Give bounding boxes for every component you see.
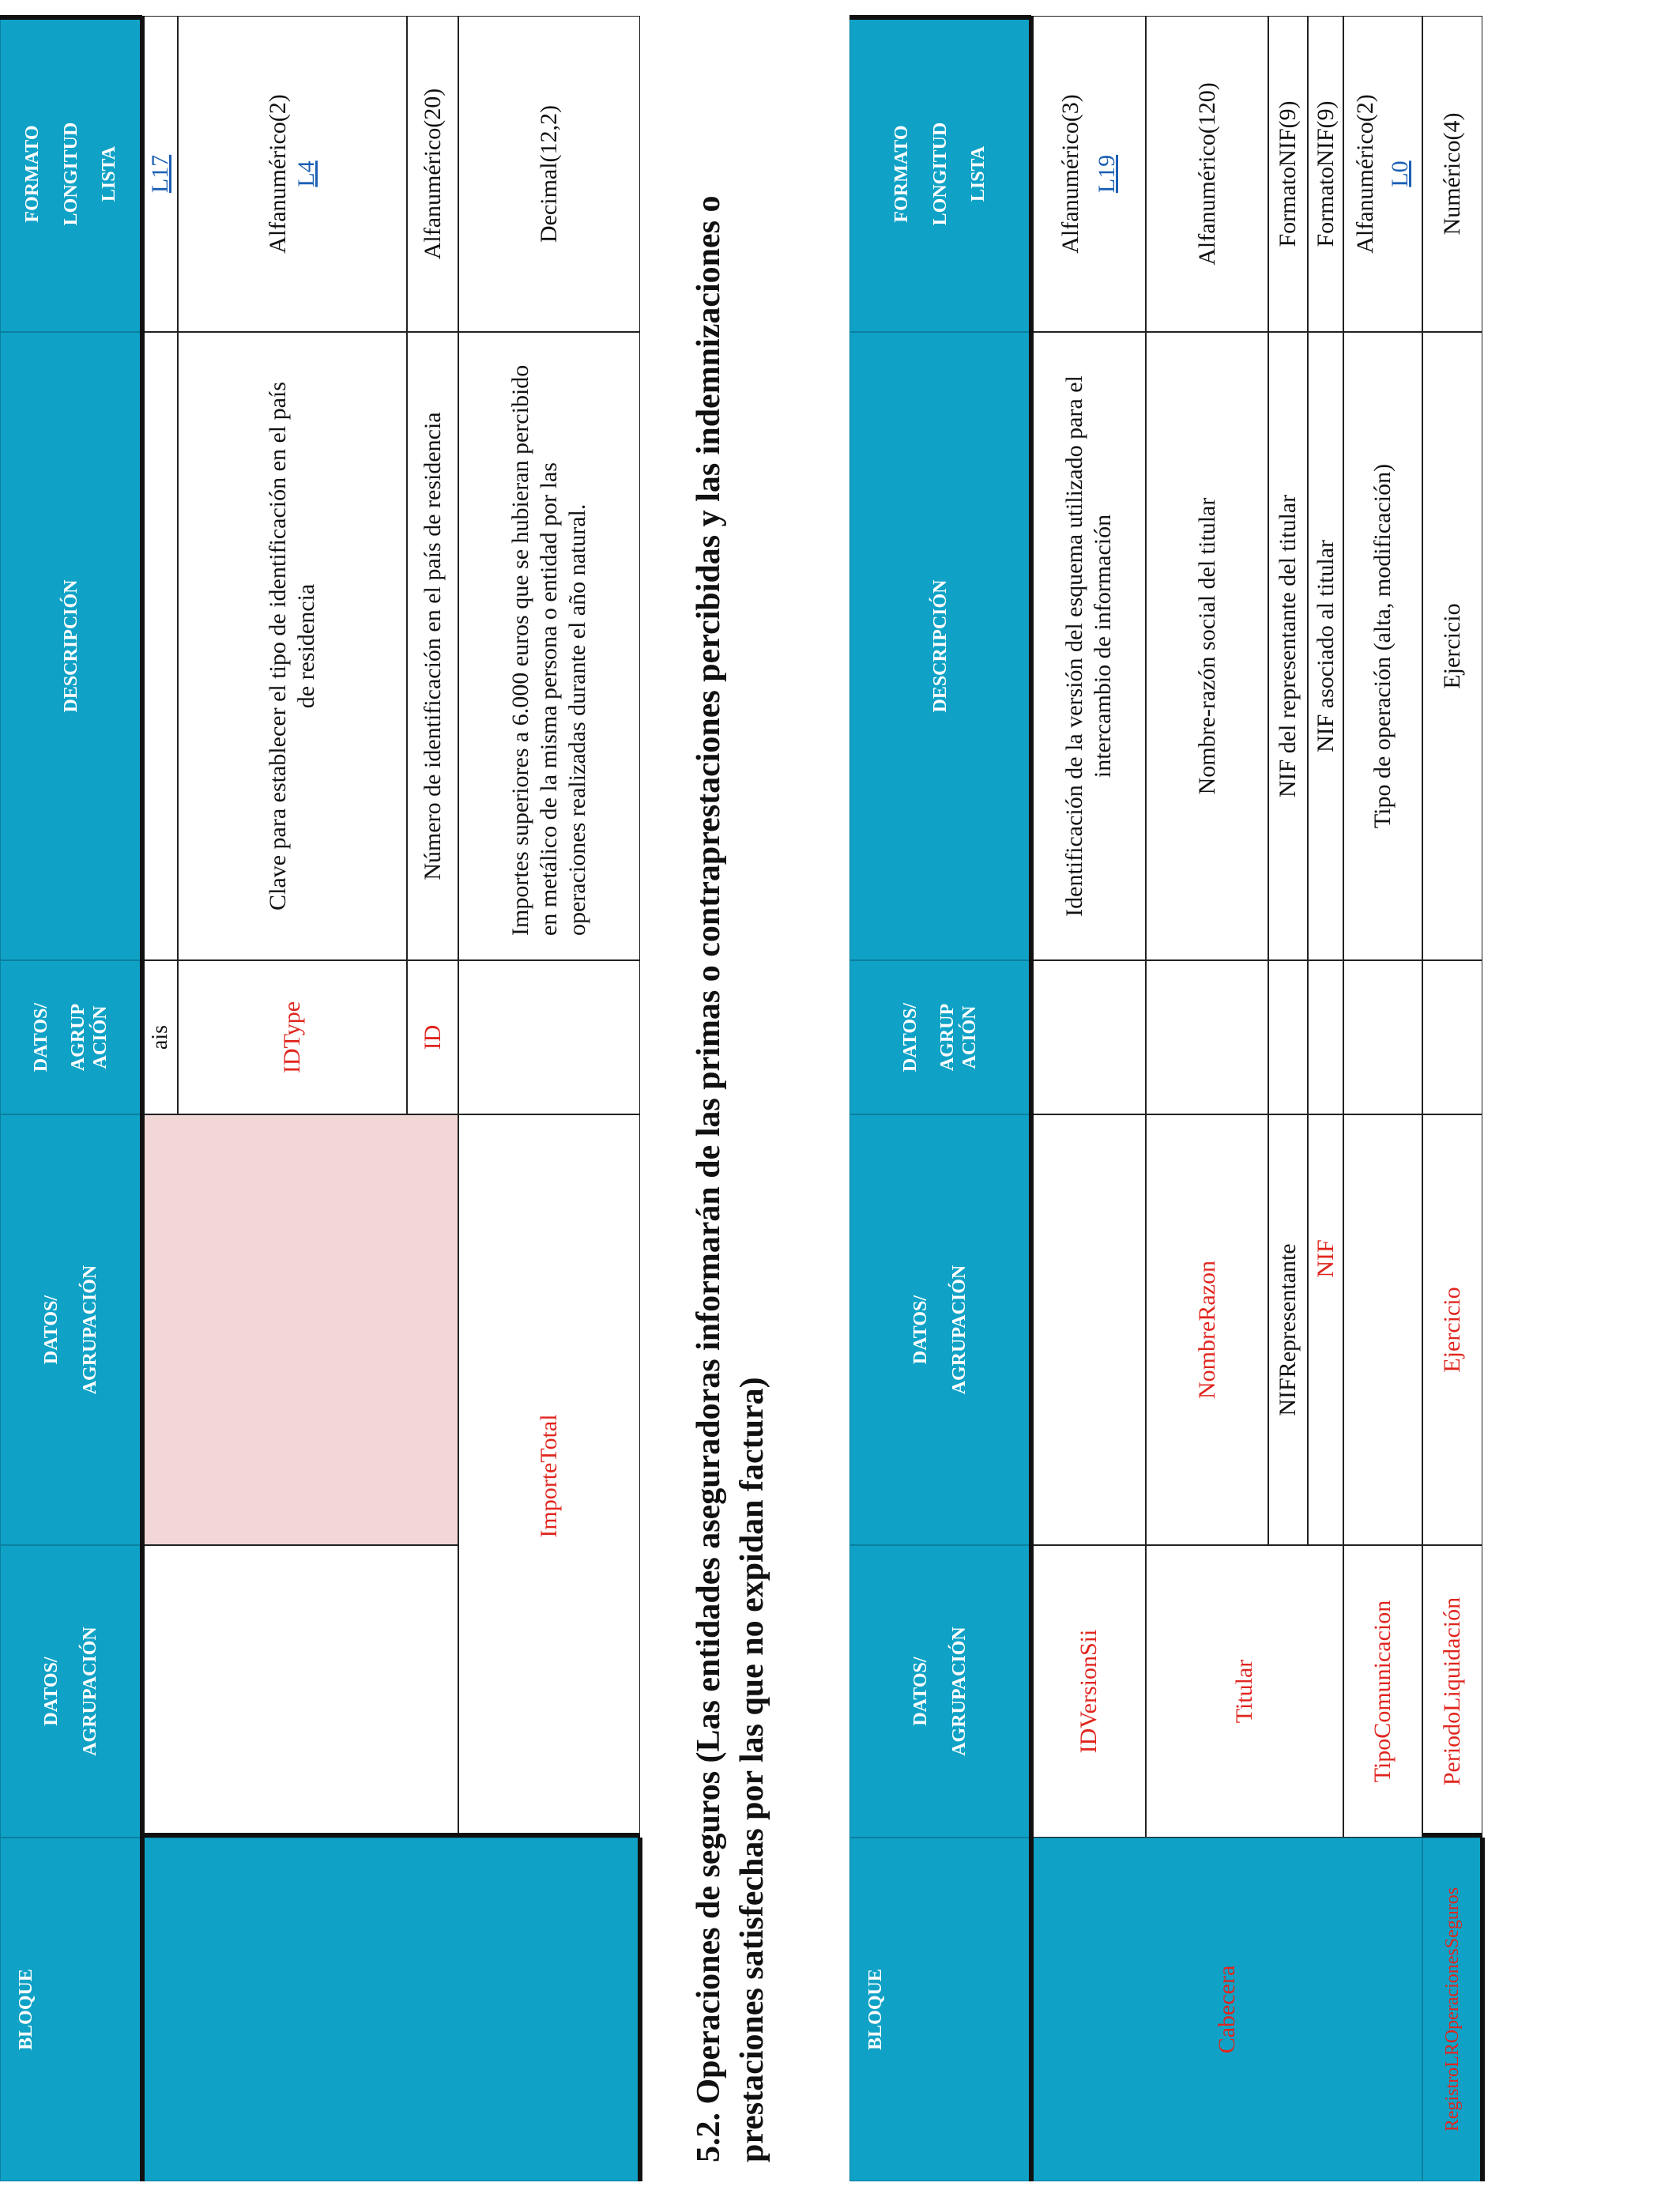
field-description: Importes superiores a 6.000 euros que se hubieran percibido en metálico de la misma persona o entidad por las operaciones realizadas durante el año natural. — [507, 364, 590, 936]
blank-agrupacion-cell — [142, 1545, 458, 1838]
rule-line — [142, 1833, 640, 1838]
table-row — [142, 960, 178, 1114]
field-format: FormatoNIF(9) — [1312, 100, 1339, 247]
rule-line — [0, 15, 142, 20]
blank-cell — [1343, 1114, 1422, 1545]
list-link-l0[interactable]: L0 — [1387, 160, 1413, 187]
field-description: Identificación de la versión del esquema utilizado para el intercambio de información — [1060, 375, 1116, 917]
rule-line — [1480, 1838, 1485, 2181]
header-formato — [0, 16, 142, 332]
header-datos-agrupacion-1 — [0, 1545, 142, 1838]
table-row — [178, 960, 407, 1114]
table-row — [1146, 1114, 1268, 1545]
field-format: Alfanumérico(2) — [1352, 94, 1378, 254]
blank-cell — [1422, 960, 1482, 1114]
desc-cell — [142, 332, 178, 960]
bloque-cabecera — [1031, 1838, 1422, 2181]
field-name: ImporteTotal — [536, 1414, 562, 1538]
field-format: FormatoNIF(9) — [1275, 100, 1301, 247]
header-lista-label: LISTA — [968, 145, 989, 202]
header-datos-label: DATOS/ — [41, 1295, 62, 1365]
header-acion-label: ACIÓN — [90, 1005, 111, 1069]
blank-cell — [1268, 960, 1308, 1114]
fmt-cell — [1308, 16, 1343, 332]
blank-cell — [1343, 960, 1422, 1114]
table-row — [1031, 1545, 1146, 1838]
field-format: Alfanumérico(120) — [1193, 82, 1220, 266]
header-bloque — [849, 1838, 1031, 2181]
field-name: NIFRepresentante — [1275, 1243, 1301, 1416]
rule-line — [1029, 16, 1034, 2181]
header-agrupacion-label: AGRUPACIÓN — [80, 1265, 100, 1395]
header-formato-label: FORMATO — [891, 125, 912, 223]
blank-cell — [1146, 960, 1268, 1114]
table-row — [1268, 1114, 1308, 1545]
desc-cell — [407, 332, 458, 960]
highlighted-agrupacion-cell — [142, 1114, 458, 1545]
header-longitud-label: LONGITUD — [60, 122, 81, 226]
desc-cell — [1268, 332, 1308, 960]
rule-line — [849, 15, 1031, 20]
field-description: Clave para establecer el tipo de identificación en el país de residencia — [265, 382, 319, 910]
header-bloque-label: BLOQUE — [16, 1969, 36, 2050]
titular-group — [1146, 1545, 1343, 1838]
bloque-registro — [1422, 1838, 1482, 2181]
blank-cell — [1031, 1114, 1146, 1545]
header-lista-label: LISTA — [99, 145, 120, 202]
fmt-cell — [1146, 16, 1268, 332]
header-bloque — [0, 1838, 142, 2181]
field-description: Ejercicio — [1439, 603, 1465, 689]
header-datos-label: DATOS/ — [899, 1002, 921, 1072]
field-name: TipoComunicacion — [1369, 1600, 1396, 1783]
header-datos-label: DATOS/ — [910, 1657, 932, 1726]
header-datos-label: DATOS/ — [41, 1657, 62, 1726]
table-row — [1343, 1545, 1422, 1838]
field-name: Titular — [1231, 1659, 1257, 1724]
bloque-cabecera-label: Cabecera — [1213, 1965, 1240, 2054]
fmt-cell — [407, 16, 458, 332]
header-agrupacion-label: AGRUPACIÓN — [80, 1627, 100, 1756]
section-heading: 5.2. Operaciones de seguros (Las entidades aseguradoras informarán de las primas o contraprestaciones percibidas y las indemnizaciones o prestaciones satisfechas por las que no expidan factura) — [691, 195, 770, 2162]
header-datos-label: DATOS/ — [910, 1295, 932, 1365]
header-datos-agrupacion-2 — [0, 1114, 142, 1545]
blank-cell — [458, 960, 640, 1114]
field-description: Tipo de operación (alta, modificación) — [1369, 463, 1396, 829]
field-name: ID — [419, 1024, 446, 1050]
field-name: NIF — [1312, 1239, 1339, 1278]
fmt-cell — [1422, 16, 1482, 332]
header-descripcion-label: DESCRIPCIÓN — [60, 579, 81, 713]
table-row — [1308, 1114, 1343, 1545]
desc-cell — [458, 332, 640, 960]
field-name: IDVersionSii — [1075, 1629, 1102, 1754]
field-name: PeriodoLiquidación — [1439, 1596, 1465, 1786]
table-row — [1422, 1545, 1482, 1838]
table-row — [458, 1114, 640, 1838]
desc-cell — [1308, 332, 1343, 960]
header-datos-agrupacion-3 — [0, 960, 142, 1114]
field-name: Ejercicio — [1439, 1287, 1465, 1373]
desc-cell — [178, 332, 407, 960]
field-name: ais — [147, 1024, 172, 1050]
field-format: Alfanumérico(3) — [1057, 94, 1083, 254]
list-link-l17[interactable]: L17 — [146, 154, 173, 194]
header-agrupacion-label: AGRUPACIÓN — [949, 1265, 970, 1395]
rule-line — [140, 16, 145, 2181]
desc-cell — [1146, 332, 1268, 960]
table-row — [407, 960, 458, 1114]
header-acion-label: ACIÓN — [959, 1005, 981, 1069]
header-bloque-label: BLOQUE — [865, 1969, 886, 2050]
list-link-l4[interactable]: L4 — [293, 160, 319, 187]
header-agrupacion-label: AGRUPACIÓN — [949, 1627, 970, 1756]
header-datos-agrupacion-3 — [849, 960, 1031, 1114]
fmt-cell — [1268, 16, 1308, 332]
desc-cell — [1343, 332, 1422, 960]
header-datos-agrupacion-2 — [849, 1114, 1031, 1545]
header-formato-label: FORMATO — [21, 125, 43, 223]
field-description: Número de identificación en el país de residencia — [419, 412, 446, 880]
header-descripcion — [0, 332, 142, 960]
field-format: Alfanumérico(20) — [419, 88, 446, 260]
header-agrup-label: AGRUP — [67, 1003, 89, 1072]
field-name: NombreRazon — [1193, 1261, 1220, 1399]
fmt-cell — [458, 16, 640, 332]
field-format: Alfanumérico(2) — [265, 94, 291, 254]
fmt-cell — [178, 16, 407, 332]
header-descripcion — [849, 332, 1031, 960]
header-datos-label: DATOS/ — [30, 1002, 51, 1072]
field-format: Numérico(4) — [1439, 112, 1465, 236]
field-format: Decimal(12,2) — [536, 104, 562, 243]
desc-cell — [1422, 332, 1482, 960]
bloque-registro-label: RegistroLROperacionesSeguros — [1442, 1887, 1463, 2132]
field-description: NIF asociado al titular — [1312, 539, 1339, 753]
fmt-cell — [142, 16, 178, 332]
header-descripcion-label: DESCRIPCIÓN — [929, 579, 951, 713]
fmt-cell — [1031, 16, 1146, 332]
rule-line — [638, 1838, 642, 2181]
field-name: IDType — [279, 1001, 305, 1074]
header-longitud-label: LONGITUD — [929, 122, 951, 226]
desc-cell — [1031, 332, 1146, 960]
rule-line — [1422, 1833, 1482, 1838]
field-description: NIF del representante del titular — [1275, 494, 1301, 798]
bloque-cell — [142, 1838, 640, 2181]
fmt-cell — [1343, 16, 1422, 332]
header-formato — [849, 16, 1031, 332]
blank-cell — [1308, 960, 1343, 1114]
list-link-l19[interactable]: L19 — [1093, 154, 1120, 194]
field-description: Nombre-razón social del titular — [1193, 497, 1220, 795]
header-datos-agrupacion-1 — [849, 1545, 1031, 1838]
header-agrup-label: AGRUP — [936, 1003, 958, 1072]
table-row — [1422, 1114, 1482, 1545]
blank-cell — [1031, 960, 1146, 1114]
